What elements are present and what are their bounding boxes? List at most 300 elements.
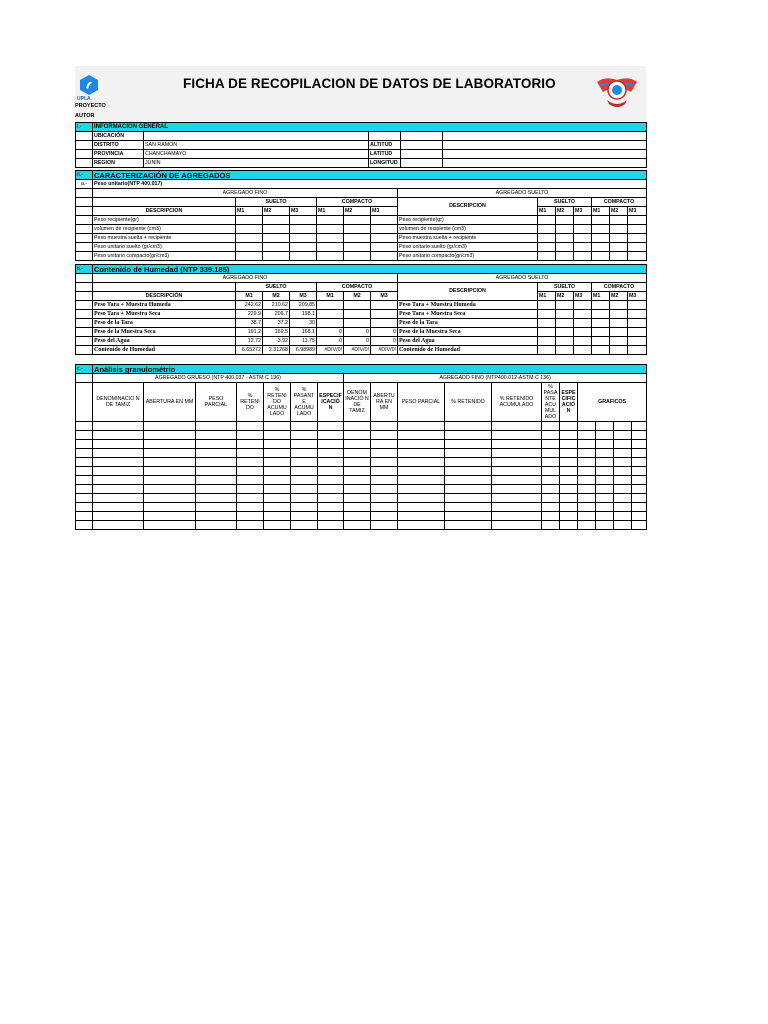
cell-value[interactable]: 229.9: [236, 310, 263, 319]
cell[interactable]: [318, 422, 344, 431]
provincia-value[interactable]: CHANCHAMAYO: [144, 150, 369, 159]
cell: [76, 467, 93, 476]
cell[interactable]: [344, 521, 371, 530]
cell[interactable]: [542, 449, 560, 458]
cell[interactable]: [344, 503, 371, 512]
cell[interactable]: [144, 422, 196, 431]
cell[interactable]: [371, 458, 398, 467]
cell[interactable]: [492, 503, 542, 512]
cell[interactable]: [371, 467, 398, 476]
cell[interactable]: [237, 458, 264, 467]
cell[interactable]: [93, 458, 144, 467]
cell[interactable]: [344, 485, 371, 494]
cell[interactable]: [596, 521, 614, 530]
cell[interactable]: [318, 431, 344, 440]
cell[interactable]: [371, 494, 398, 503]
table-row: [76, 521, 647, 530]
cell[interactable]: [596, 422, 614, 431]
cell[interactable]: [614, 467, 632, 476]
cell-value[interactable]: [371, 319, 398, 328]
latitud-value[interactable]: [401, 150, 443, 159]
cell[interactable]: [371, 476, 398, 485]
cell[interactable]: [237, 476, 264, 485]
cell-value[interactable]: #DIV/0!: [371, 346, 398, 355]
cell[interactable]: [291, 467, 318, 476]
cell[interactable]: [492, 494, 542, 503]
m2-header: M2: [344, 207, 371, 216]
cell[interactable]: [371, 449, 398, 458]
cell[interactable]: [344, 467, 371, 476]
cell-value[interactable]: 0: [317, 337, 344, 346]
cell[interactable]: [542, 512, 560, 521]
cell[interactable]: [237, 449, 264, 458]
institution-emblem: [595, 68, 639, 115]
cell[interactable]: [578, 422, 596, 431]
cell[interactable]: [144, 440, 196, 449]
cell-value[interactable]: 11.75: [290, 337, 317, 346]
cell-value[interactable]: 169.5: [263, 328, 290, 337]
cell[interactable]: [264, 485, 291, 494]
cell-value[interactable]: 0: [371, 337, 398, 346]
cell[interactable]: [398, 467, 445, 476]
cell-value[interactable]: 191.2: [236, 328, 263, 337]
cell[interactable]: [445, 485, 492, 494]
cell[interactable]: [542, 521, 560, 530]
cell[interactable]: [578, 494, 596, 503]
cell[interactable]: [318, 449, 344, 458]
cell-value[interactable]: [317, 319, 344, 328]
cell[interactable]: [596, 449, 614, 458]
cell[interactable]: [445, 467, 492, 476]
compacto-header: COMPACTO: [317, 198, 398, 207]
cell[interactable]: [144, 494, 196, 503]
cell[interactable]: [264, 467, 291, 476]
cell[interactable]: [492, 485, 542, 494]
cell-value[interactable]: 0: [371, 328, 398, 337]
suelto-header: SUELTO: [538, 198, 592, 207]
cell-value[interactable]: 30: [290, 319, 317, 328]
cell[interactable]: [596, 503, 614, 512]
cell[interactable]: [560, 503, 578, 512]
cell[interactable]: [560, 521, 578, 530]
section-number: b.-: [76, 265, 93, 274]
cell[interactable]: [578, 440, 596, 449]
cell[interactable]: [596, 458, 614, 467]
cell[interactable]: [560, 494, 578, 503]
cell[interactable]: [144, 458, 196, 467]
cell[interactable]: [344, 512, 371, 521]
cell-value[interactable]: 242.62: [236, 301, 263, 310]
cell[interactable]: [264, 458, 291, 467]
cell[interactable]: [614, 476, 632, 485]
cell-value[interactable]: #DIV/0!: [317, 346, 344, 355]
cell-value[interactable]: 0: [344, 328, 371, 337]
cell[interactable]: [291, 449, 318, 458]
cell[interactable]: [291, 494, 318, 503]
cell[interactable]: [371, 485, 398, 494]
cell[interactable]: [398, 449, 445, 458]
cell[interactable]: [237, 485, 264, 494]
cell[interactable]: [614, 449, 632, 458]
cell[interactable]: [344, 440, 371, 449]
cell[interactable]: [492, 476, 542, 485]
cell[interactable]: [237, 503, 264, 512]
provincia-label: PROVINCIA: [93, 150, 144, 159]
cell[interactable]: [596, 440, 614, 449]
table-row: [76, 512, 647, 521]
cell[interactable]: [237, 521, 264, 530]
cell[interactable]: [542, 458, 560, 467]
cell[interactable]: [578, 431, 596, 440]
cell[interactable]: [492, 521, 542, 530]
cell[interactable]: [632, 485, 647, 494]
cell[interactable]: [578, 521, 596, 530]
cell[interactable]: [596, 485, 614, 494]
cell[interactable]: [237, 467, 264, 476]
cell[interactable]: [318, 458, 344, 467]
cell[interactable]: [237, 422, 264, 431]
row-label: Peso muestra suelta + recipiente: [93, 234, 236, 243]
section-number: I.-: [76, 123, 93, 132]
cell[interactable]: [196, 476, 237, 485]
distrito-value[interactable]: SAN RAMON: [144, 141, 369, 150]
cell[interactable]: [196, 494, 237, 503]
cell[interactable]: [632, 440, 647, 449]
cell[interactable]: [291, 503, 318, 512]
cell[interactable]: [371, 422, 398, 431]
cell-value[interactable]: 3.92: [263, 337, 290, 346]
cell[interactable]: [93, 449, 144, 458]
cell-value[interactable]: 210.62: [263, 301, 290, 310]
cell-value[interactable]: [344, 319, 371, 328]
cell[interactable]: [196, 512, 237, 521]
m1-header: M1: [236, 292, 263, 301]
section-title: Análisis granulométrio: [93, 365, 647, 374]
cell[interactable]: [371, 512, 398, 521]
cell[interactable]: [492, 458, 542, 467]
cell[interactable]: [445, 440, 492, 449]
m1-header: M1: [317, 207, 344, 216]
cell[interactable]: [291, 422, 318, 431]
cell[interactable]: [560, 467, 578, 476]
cell[interactable]: [542, 431, 560, 440]
cell[interactable]: [144, 512, 196, 521]
cell[interactable]: [93, 440, 144, 449]
cell[interactable]: [344, 458, 371, 467]
cell-value[interactable]: [317, 301, 344, 310]
cell[interactable]: [542, 422, 560, 431]
cell[interactable]: [237, 431, 264, 440]
cell[interactable]: [542, 503, 560, 512]
longitud-label: LONGITUD: [369, 159, 401, 168]
row-label: Peso Tara + Muestra Seca: [398, 310, 538, 319]
cell-value[interactable]: 6.98989: [290, 346, 317, 355]
cell[interactable]: [596, 476, 614, 485]
row-label: Peso de la Tara: [398, 319, 538, 328]
cell-value[interactable]: [371, 301, 398, 310]
cell[interactable]: [614, 521, 632, 530]
longitud-value[interactable]: [401, 159, 443, 168]
cell: [76, 494, 93, 503]
cell[interactable]: [371, 440, 398, 449]
cell[interactable]: [445, 476, 492, 485]
cell[interactable]: [492, 440, 542, 449]
cell[interactable]: [542, 440, 560, 449]
cell[interactable]: [318, 512, 344, 521]
cell[interactable]: [560, 476, 578, 485]
cell[interactable]: [344, 431, 371, 440]
table-row: [76, 346, 647, 355]
col-header: PESO PARCIAL: [398, 383, 445, 422]
cell-value[interactable]: #DIV/0!: [344, 346, 371, 355]
cell[interactable]: [445, 521, 492, 530]
table-row: [76, 431, 647, 440]
altitud-value[interactable]: [401, 141, 443, 150]
cell[interactable]: [291, 440, 318, 449]
cell[interactable]: [596, 467, 614, 476]
descripcion-header: DESCRIPCIÓN: [93, 292, 236, 301]
cell[interactable]: [614, 431, 632, 440]
cell-value[interactable]: [371, 310, 398, 319]
cell[interactable]: [632, 476, 647, 485]
cell[interactable]: [632, 467, 647, 476]
cell[interactable]: [196, 503, 237, 512]
cell[interactable]: [445, 512, 492, 521]
m3-header: M3: [574, 292, 592, 301]
cell[interactable]: [578, 485, 596, 494]
cell[interactable]: [445, 503, 492, 512]
col-header: DENOMINACIO N DE TAMIZ: [93, 383, 144, 422]
cell[interactable]: [445, 422, 492, 431]
m2-header: M2: [263, 207, 290, 216]
cell[interactable]: [196, 521, 237, 530]
cell[interactable]: [492, 422, 542, 431]
cell[interactable]: [291, 485, 318, 494]
cell[interactable]: [614, 485, 632, 494]
cell[interactable]: [398, 512, 445, 521]
cell[interactable]: [632, 458, 647, 467]
cell[interactable]: [264, 521, 291, 530]
cell[interactable]: [93, 476, 144, 485]
cell[interactable]: [93, 431, 144, 440]
cell[interactable]: [196, 422, 237, 431]
cell[interactable]: [398, 476, 445, 485]
cell[interactable]: [596, 431, 614, 440]
cell[interactable]: [371, 503, 398, 512]
m2-header: M2: [610, 292, 628, 301]
cell[interactable]: [93, 503, 144, 512]
cell[interactable]: [237, 440, 264, 449]
cell[interactable]: [196, 458, 237, 467]
cell[interactable]: [614, 512, 632, 521]
cell[interactable]: [196, 467, 237, 476]
cell[interactable]: [318, 503, 344, 512]
cell[interactable]: [596, 512, 614, 521]
cell[interactable]: [144, 431, 196, 440]
table-row: [76, 301, 647, 310]
cell[interactable]: [93, 512, 144, 521]
cell-value[interactable]: 6.65272: [236, 346, 263, 355]
cell-value[interactable]: 0: [344, 337, 371, 346]
cell[interactable]: [344, 476, 371, 485]
cell[interactable]: [144, 449, 196, 458]
cell[interactable]: [318, 494, 344, 503]
cell-value[interactable]: 198.1: [290, 310, 317, 319]
cell[interactable]: [578, 512, 596, 521]
cell[interactable]: [264, 512, 291, 521]
cell[interactable]: [196, 449, 237, 458]
m3-header: M3: [628, 207, 647, 216]
cell[interactable]: [93, 521, 144, 530]
cell[interactable]: [398, 431, 445, 440]
cell[interactable]: [398, 503, 445, 512]
cell[interactable]: [542, 467, 560, 476]
cell[interactable]: [560, 512, 578, 521]
cell[interactable]: [578, 467, 596, 476]
cell[interactable]: [578, 449, 596, 458]
cell[interactable]: [445, 494, 492, 503]
cell[interactable]: [196, 431, 237, 440]
cell[interactable]: [492, 512, 542, 521]
cell[interactable]: [264, 494, 291, 503]
cell[interactable]: [318, 476, 344, 485]
granulometria-table: [75, 364, 647, 530]
cell[interactable]: [632, 422, 647, 431]
cell[interactable]: [371, 521, 398, 530]
upla-logo: [77, 74, 101, 101]
cell[interactable]: [578, 503, 596, 512]
cell[interactable]: [144, 467, 196, 476]
cell[interactable]: [632, 512, 647, 521]
cell-value[interactable]: 12.72: [236, 337, 263, 346]
cell[interactable]: [291, 431, 318, 440]
cell[interactable]: [318, 485, 344, 494]
col-header: % PASANT E ACUMU LADO: [291, 383, 318, 422]
cell[interactable]: [264, 422, 291, 431]
cell: [76, 458, 93, 467]
cell[interactable]: [264, 431, 291, 440]
cell-value[interactable]: [344, 310, 371, 319]
m1-header: M1: [592, 207, 610, 216]
cell[interactable]: [614, 440, 632, 449]
cell[interactable]: [614, 422, 632, 431]
cell[interactable]: [398, 485, 445, 494]
cell[interactable]: [264, 449, 291, 458]
cell[interactable]: [596, 494, 614, 503]
cell[interactable]: [264, 503, 291, 512]
col-header: % RETENIDO: [445, 383, 492, 422]
cell[interactable]: [398, 458, 445, 467]
cell[interactable]: [445, 431, 492, 440]
cell[interactable]: [542, 494, 560, 503]
cell[interactable]: [93, 467, 144, 476]
cell[interactable]: [93, 485, 144, 494]
cell[interactable]: [93, 494, 144, 503]
cell[interactable]: [492, 449, 542, 458]
cell-value[interactable]: 209.85: [290, 301, 317, 310]
region-value[interactable]: JUNÍN: [144, 159, 369, 168]
cell[interactable]: [560, 440, 578, 449]
cell[interactable]: [196, 485, 237, 494]
cell[interactable]: [398, 422, 445, 431]
cell[interactable]: [318, 440, 344, 449]
m3-header: M3: [371, 292, 398, 301]
cell-value[interactable]: 0: [317, 328, 344, 337]
cell[interactable]: [632, 494, 647, 503]
cell[interactable]: [614, 503, 632, 512]
cell[interactable]: [237, 512, 264, 521]
cell[interactable]: [93, 422, 144, 431]
cell[interactable]: [560, 431, 578, 440]
m2-header: M2: [263, 292, 290, 301]
cell[interactable]: [492, 467, 542, 476]
cell[interactable]: [291, 521, 318, 530]
cell[interactable]: [632, 503, 647, 512]
cell[interactable]: [632, 521, 647, 530]
cell[interactable]: [542, 476, 560, 485]
cell[interactable]: [578, 458, 596, 467]
cell[interactable]: [291, 458, 318, 467]
cell[interactable]: [318, 521, 344, 530]
cell-value[interactable]: [317, 310, 344, 319]
cell[interactable]: [144, 485, 196, 494]
cell[interactable]: [144, 503, 196, 512]
cell[interactable]: [560, 485, 578, 494]
cell[interactable]: [614, 494, 632, 503]
cell[interactable]: [291, 476, 318, 485]
cell[interactable]: [560, 422, 578, 431]
table-row: [76, 234, 647, 243]
cell[interactable]: [291, 512, 318, 521]
cell[interactable]: [398, 440, 445, 449]
cell[interactable]: [371, 431, 398, 440]
cell[interactable]: [542, 485, 560, 494]
cell[interactable]: [344, 494, 371, 503]
cell-value[interactable]: 168.1: [290, 328, 317, 337]
cell[interactable]: [344, 449, 371, 458]
cell[interactable]: [264, 476, 291, 485]
descripcion-header: DESCRIPCION: [93, 207, 236, 216]
cell[interactable]: [144, 521, 196, 530]
cell[interactable]: [398, 521, 445, 530]
cell[interactable]: [492, 431, 542, 440]
cell[interactable]: [632, 431, 647, 440]
cell-value[interactable]: [344, 301, 371, 310]
subsection-number: a.-: [76, 180, 93, 189]
cell[interactable]: [398, 494, 445, 503]
cell-value[interactable]: 206.7: [263, 310, 290, 319]
cell[interactable]: [560, 458, 578, 467]
emblem-icon: [595, 68, 639, 110]
cell[interactable]: [632, 449, 647, 458]
cell[interactable]: [264, 440, 291, 449]
cell[interactable]: [318, 467, 344, 476]
cell-value[interactable]: 2.31268: [263, 346, 290, 355]
cell[interactable]: [344, 422, 371, 431]
cell[interactable]: [196, 440, 237, 449]
cell[interactable]: [578, 476, 596, 485]
cell[interactable]: [144, 476, 196, 485]
m2-header: M2: [344, 292, 371, 301]
cell[interactable]: [445, 449, 492, 458]
region-label: REGION: [93, 159, 144, 168]
cell-value[interactable]: 37.2: [263, 319, 290, 328]
cell-value[interactable]: 38.7: [236, 319, 263, 328]
cell[interactable]: [237, 494, 264, 503]
cell[interactable]: [445, 458, 492, 467]
cell[interactable]: [560, 449, 578, 458]
cell[interactable]: [614, 458, 632, 467]
